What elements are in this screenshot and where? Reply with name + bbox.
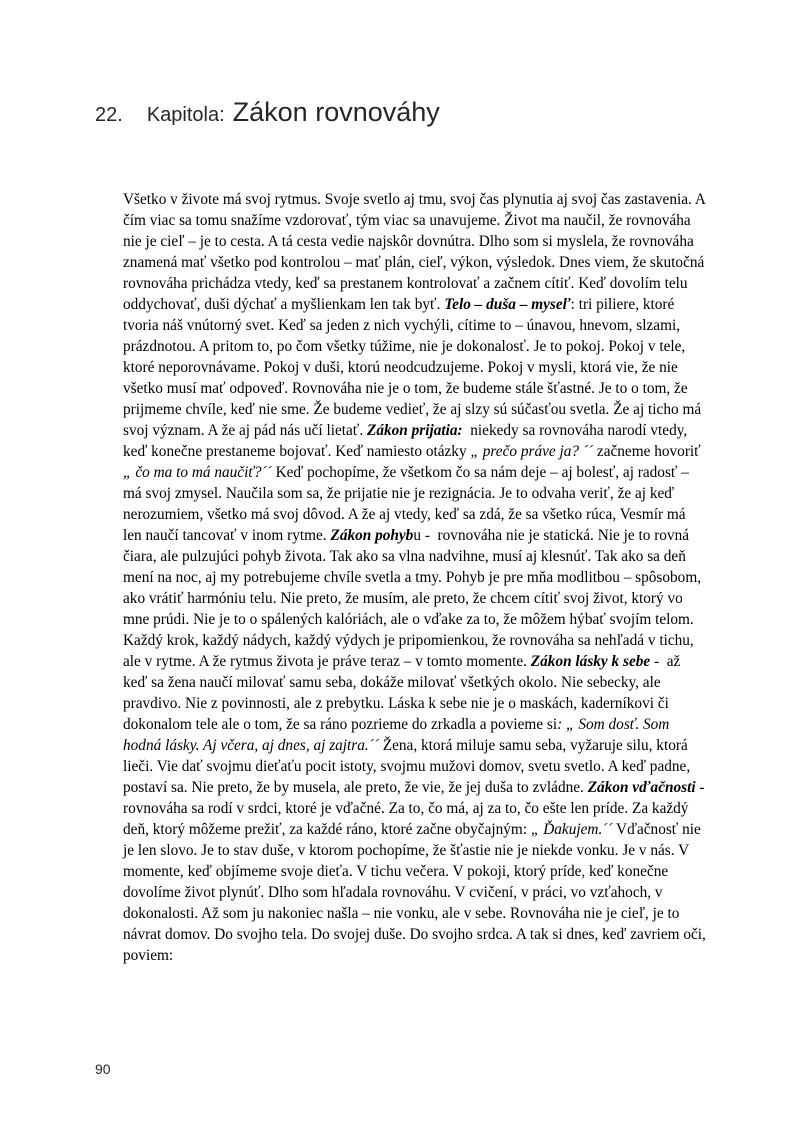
chapter-number: 22. xyxy=(95,104,123,126)
text-segment: u - rovnováha nie je statická. Nie je to rovná čiara, ale pulzujúci pohyb života. Tak ako sa vlna nadvihne, musí aj klesnúť. Tak ako sa deň mení na noc, aj my potrebujeme chvíle svetla a tmy. Pohyb je pre mňa modlitbou – spôsobom, ako vrátiť harmóniu telu. Nie preto, že musím, ale preto, že chcem cítiť svoj život, ktorý vo mne prúdi. Nie je to o spálených kalóriách, ale o vďake za to, že môžem hýbať svojím telom. Každý krok, každý nádych, každý výdych je pripomienkou, že rovnováha sa nehľadá v tichu, ale v rytme. A že rytmus života je práve teraz – v tomto momente. xyxy=(123,527,705,670)
text-segment: - rovnováha sa rodí v srdci, ktoré je vďačné. Za to, čo má, aj za to, čo ešte len príde. Za každý deň, ktorý môžeme prežiť, za každé ráno, ktoré začne obyčajným: xyxy=(123,779,709,838)
text-segment: Žena, ktorá miluje samu seba, vyžaruje silu, ktorá lieči. Vie dať svojmu dieťaťu pocit istoty, svojmu mužovi domov, svetu svetlo. A keď padne, postaví sa. Nie preto, že by musela, ale preto, že vie, že jej duša to zvládne. xyxy=(123,737,694,796)
text-segment: : „ Som dosť. Som hodná lásky. Aj včera, aj dnes, aj zajtra.´´ xyxy=(123,716,674,754)
text-segment: Zákon vďačnosti xyxy=(587,779,696,796)
text-segment: Zákon lásky k sebe xyxy=(530,653,651,670)
text-segment: Vďačnosť nie je len slovo. Je to stav duše, v ktorom pochopíme, že šťastie nie je niekde vonku. Je v nás. V momente, keď objímeme svoje dieťa. V tichu večera. V pokoji, ktorý príde, keď konečne dovolíme život plynúť. Dlho som hľadala rovnováhu. V cvičení, v práci, vo vzťahoch, v dokonalosti. Až som ju nakoniec našla – nie vonku, ale v sebe. Rovnováha nie je cieľ, je to návrat domov. Do svojho tela. Do svojej duše. Do svojho srdca. A tak si dnes, keď zavriem oči, poviem: xyxy=(123,821,710,964)
text-segment: „ Ďakujem.´´ xyxy=(530,821,613,838)
text-segment: niekedy sa rovnováha narodí vtedy, keď konečne prestaneme bojovať. Keď namiesto otázky xyxy=(123,422,692,460)
text-segment: Všetko v živote má svoj rytmus. Svoje svetlo aj tmu, svoj čas plynutia aj svoj čas zastavenia. A čím viac sa tomu snažíme vzdorovať, tým viac sa unavujeme. Život ma naučil, že rovnováha nie je cieľ – je to cesta. A tá cesta vedie najskôr dovnútra. Dlho som si myslela, že rovnováha znamená mať všetko pod kontrolou – mať plán, cieľ, výkon, výsledok. Dnes viem, že skutočná rovnováha prichádza vtedy, keď sa prestanem kontrolovať a začnem cítiť. Keď dovolím telu oddychovať, duši dýchať a myšlienkam len tak byť. xyxy=(123,191,709,313)
text-segment: Zákon pohyb xyxy=(330,527,414,544)
chapter-title: Zákon rovnováhy xyxy=(232,97,440,127)
chapter-label: Kapitola: xyxy=(146,104,225,126)
text-segment: : tri piliere, ktoré tvoria náš vnútorný svet. Keď sa jeden z nich vychýli, cítime to – únavou, hnevom, slzami, prázdnotou. A pritom to, po čom všetky túžime, nie je dokonalosť. Je to pokoj. Pokoj v tele, ktoré neporovnávame. Pokoj v duši, ktorú neodcudzujeme. Pokoj v mysli, ktorá vie, že nie všetko musí mať odpoveď. Rovnováha nie je o tom, že budeme stále šťastné. Je to o tom, že prijmeme chvíle, keď nie sme. Že budeme vedieť, že aj slzy sú súčasťou svetla. Že aj ticho má svoj význam. A že aj pád nás učí lietať. xyxy=(123,296,705,439)
page-number: 90 xyxy=(95,1061,111,1077)
text-segment: začneme hovoriť xyxy=(593,443,705,460)
text-segment: „ čo ma to má naučiť?´´ xyxy=(123,464,272,481)
text-segment: „ prečo práve ja? ´´ xyxy=(470,443,594,460)
text-segment: Keď pochopíme, že všetkom čo sa nám deje – aj bolesť, aj radosť – má svoj zmysel. Naučila som sa, že prijatie nie je rezignácia. Je to odvaha veriť, že aj keď nerozumiem, všetko má svoj dôvod. A že aj vtedy, keď sa zdá, že sa všetko rúca, Vesmír má len naučí tancovať v inom rytme. xyxy=(123,464,693,544)
text-segment: - až keď sa žena naučí milovať samu seba, dokáže milovať všetkých okolo. Nie sebecky, ale pravdivo. Nie z povinnosti, ale z prebytku. Láska k sebe nie je o maskách, kaderníkovi či dokonalom tele ale o tom, že sa ráno pozrieme do zrkadla a povieme si xyxy=(123,653,685,733)
body-paragraph xyxy=(123,189,708,966)
text-segment: Telo – duša – myseľ xyxy=(444,296,571,313)
text-segment: Zákon prijatia: xyxy=(367,422,463,439)
chapter-header xyxy=(95,97,440,128)
